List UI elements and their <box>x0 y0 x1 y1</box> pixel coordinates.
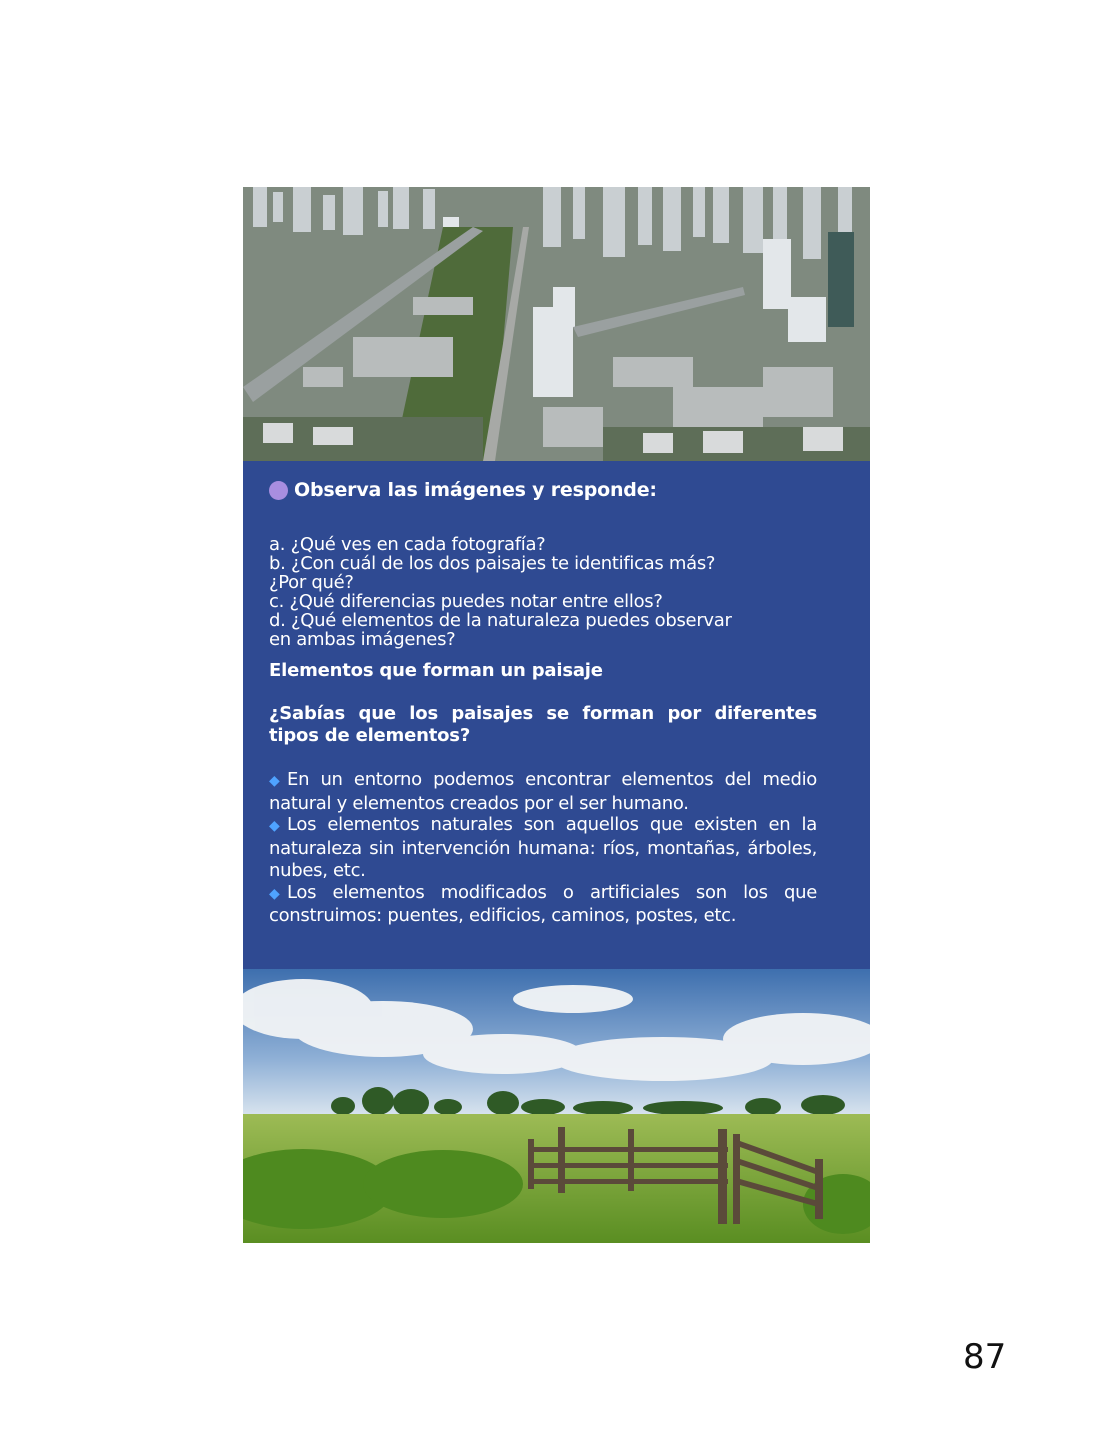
field-photo <box>243 969 870 1243</box>
city-photo <box>243 187 870 461</box>
bullet-item <box>269 769 817 814</box>
city-skyline-illustration <box>243 187 870 461</box>
section-question: ¿Sabías que los paisajes se forman por diferentes tipos de elementos? <box>269 703 817 746</box>
question-a: a. ¿Qué ves en cada fotografía? <box>269 534 546 555</box>
bullet-text: Los elementos modificados o artificiales son los que construimos: puentes, edificios, caminos, postes, etc. <box>269 881 817 927</box>
question-list <box>269 535 816 649</box>
bullet-list <box>269 769 817 927</box>
question-d: d. ¿Qué elementos de la naturaleza puedes observar <box>269 610 732 631</box>
question-b: b. ¿Con cuál de los dos paisajes te identificas más? <box>269 553 716 574</box>
diamond-bullet-icon: ◆ <box>269 773 280 789</box>
diamond-bullet-icon: ◆ <box>269 885 280 902</box>
field-landscape-illustration <box>243 969 870 1243</box>
bullet-text: Los elementos naturales son aquellos que existen en la naturaleza sin intervención humana: ríos, montañas, árboles, nubes, etc. <box>269 814 817 881</box>
circle-bullet-icon <box>269 481 288 500</box>
question-b-continued: ¿Por qué? <box>269 572 354 593</box>
page-content <box>243 187 870 1243</box>
page-number: 87 <box>963 1337 1007 1377</box>
instruction-text: Observa las imágenes y responde: <box>294 479 657 501</box>
bullet-text: En un entorno podemos encontrar elementos del medio natural y elementos creados por el ser humano. <box>269 769 817 814</box>
bullet-item <box>269 814 817 881</box>
question-c: c. ¿Qué diferencias puedes notar entre ellos? <box>269 591 663 612</box>
bullet-item <box>269 882 817 927</box>
diamond-bullet-icon: ◆ <box>269 818 280 835</box>
info-panel <box>243 461 870 969</box>
instruction-heading <box>269 477 816 503</box>
question-d-continued: en ambas imágenes? <box>269 629 456 650</box>
section-heading: Elementos que forman un paisaje <box>269 660 603 681</box>
